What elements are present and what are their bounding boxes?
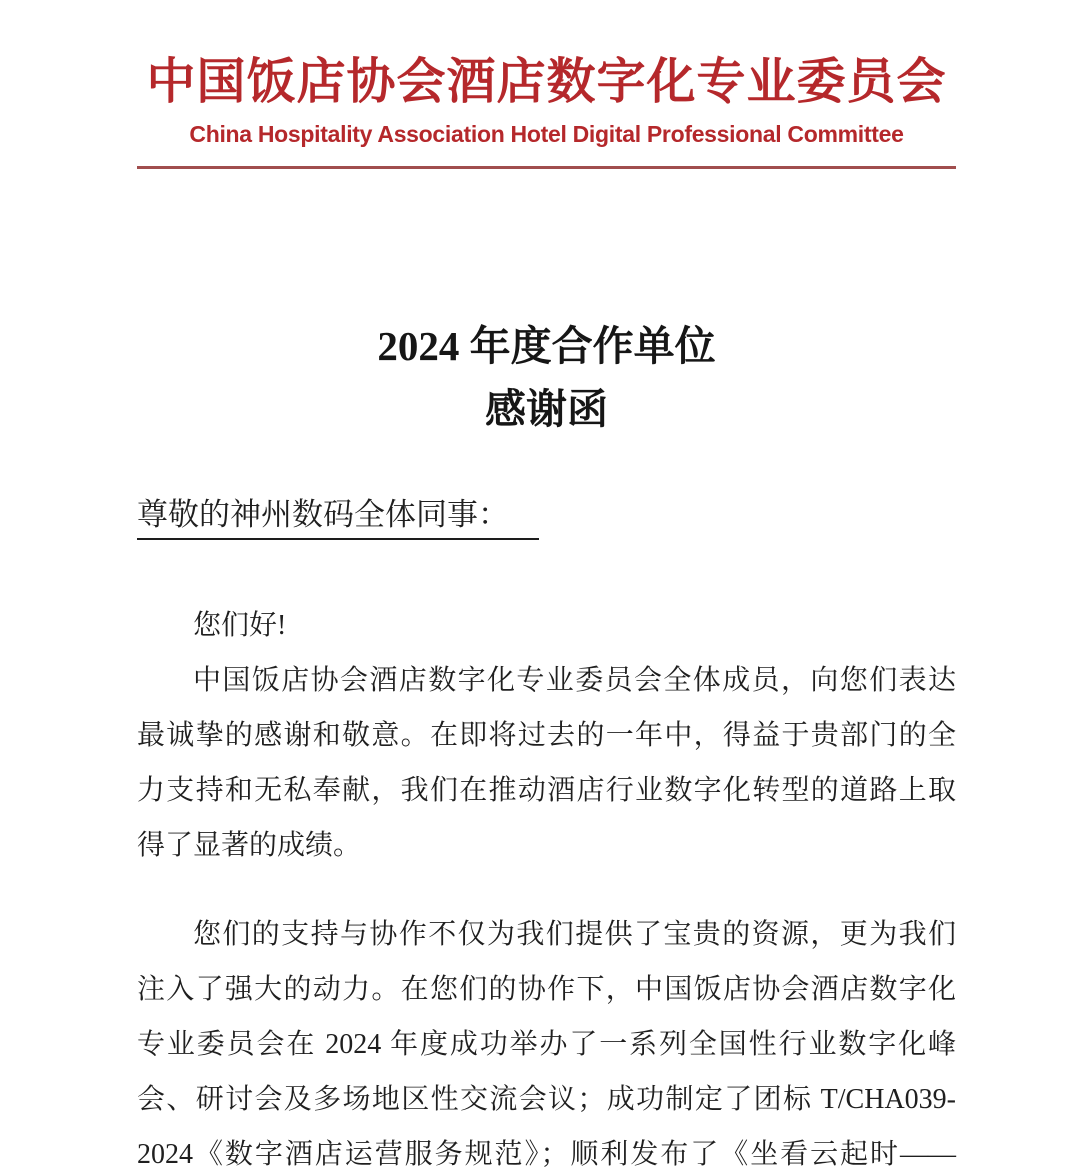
- paragraph-line: 会、研讨会及多场地区性交流会议；成功制定了团标 T/CHA039-: [137, 1083, 956, 1115]
- letterhead-rule: [137, 166, 956, 169]
- paragraph-line: 注入了强大的动力。在您们的协作下，中国饭店协会酒店数字化: [137, 973, 956, 1005]
- letter-body: [0, 315, 1080, 1167]
- letterhead: [0, 0, 1080, 169]
- paragraph-line: 力支持和无私奉献，我们在推动酒店行业数字化转型的道路上取: [137, 774, 956, 806]
- org-name-chinese: 中国饭店协会酒店数字化专业委员会: [146, 54, 947, 109]
- paragraph-2: [137, 907, 956, 1167]
- paragraph-line: 中国饭店协会酒店数字化专业委员会全体成员，向您们表达: [193, 664, 956, 696]
- paragraph-line: 专业委员会在 2024 年度成功举办了一系列全国性行业数字化峰: [137, 1028, 956, 1060]
- paragraph-line: 得了显著的成绩。: [137, 829, 362, 861]
- salutation: [137, 495, 956, 540]
- letter-title: [137, 315, 956, 441]
- paragraph-line: 2024《数字酒店运营服务规范》；顺利发布了《坐看云起时——: [137, 1138, 956, 1167]
- paragraph-line: 您们的支持与协作不仅为我们提供了宝贵的资源，更为我们: [193, 918, 956, 950]
- org-name-english: China Hospitality Association Hotel Digital Professional Committee: [189, 120, 904, 147]
- letter-title-line2: 感谢函: [485, 385, 608, 432]
- letter-title-line1: 2024 年度合作单位: [377, 322, 716, 369]
- salutation-text: 尊敬的神州数码全体同事：: [137, 495, 539, 540]
- paragraph-1: [137, 653, 956, 873]
- paragraph-line: 最诚挚的感谢和敬意。在即将过去的一年中，得益于贵部门的全: [137, 719, 956, 751]
- greeting-line: 您们好!: [193, 609, 287, 641]
